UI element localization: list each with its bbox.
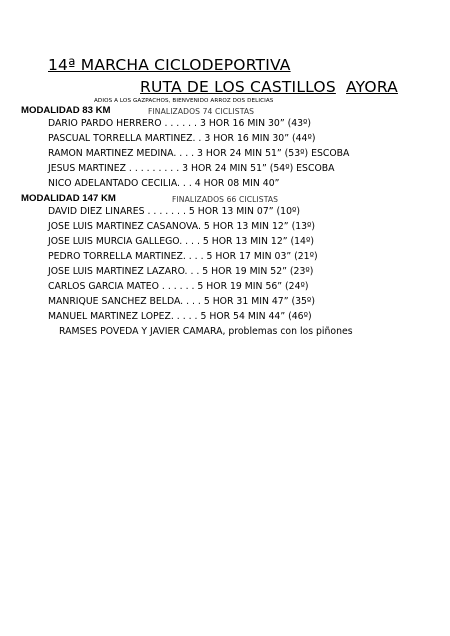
result-row: PASCUAL TORRELLA MARTINEZ. . 3 HOR 16 MIN 30” (44º) (48, 133, 316, 144)
result-row: MANRIQUE SANCHEZ BELDA. . . . 5 HOR 31 MIN 47” (35º) (48, 296, 315, 307)
footer-note: RAMSES POVEDA Y JAVIER CAMARA, problemas con los piñones (59, 326, 353, 337)
result-row: JOSE LUIS MARTINEZ CASANOVA. 5 HOR 13 MIN 12” (13º) (48, 221, 316, 232)
result-row: NICO ADELANTADO CECILIA. . . 4 HOR 08 MIN 40” (48, 178, 280, 189)
result-row: DARIO PARDO HERRERO . . . . . . 3 HOR 16 MIN 30” (43º) (48, 118, 312, 129)
route-title: RUTA DE LOS CASTILLOS (140, 78, 336, 96)
result-row: DAVID DIEZ LINARES . . . . . . . 5 HOR 13 MIN 07” (10º) (48, 206, 300, 217)
finishers-count-147km: FINALIZADOS 66 CICLISTAS (172, 195, 279, 204)
town-title: AYORA (346, 78, 398, 96)
section-heading-83km: MODALIDAD 83 KM (21, 105, 111, 116)
subtitle-note: ADIOS A LOS GAZPACHOS, BIENVENIDO ARROZ DOS DELICIAS (94, 98, 274, 104)
result-row: PEDRO TORRELLA MARTINEZ. . . . 5 HOR 17 MIN 03” (21º) (48, 251, 318, 262)
section-heading-147km: MODALIDAD 147 KM (21, 193, 116, 204)
result-row: JESUS MARTINEZ . . . . . . . . . 3 HOR 24 MIN 51” (54º) ESCOBA (48, 163, 335, 174)
result-row: CARLOS GARCIA MATEO . . . . . . 5 HOR 19 MIN 56” (24º) (48, 281, 309, 292)
result-row: MANUEL MARTINEZ LOPEZ. . . . . 5 HOR 54 MIN 44” (46º) (48, 311, 312, 322)
result-row: JOSE LUIS MURCIA GALLEGO. . . . 5 HOR 13 MIN 12” (14º) (48, 236, 314, 247)
finishers-count-83km: FINALIZADOS 74 CICLISTAS (148, 107, 255, 116)
document-title: 14ª MARCHA CICLODEPORTIVA (48, 56, 291, 74)
result-row: RAMON MARTINEZ MEDINA. . . . 3 HOR 24 MIN 51” (53º) ESCOBA (48, 148, 350, 159)
result-row: JOSE LUIS MARTINEZ LAZARO. . . 5 HOR 19 MIN 52” (23º) (48, 266, 314, 277)
